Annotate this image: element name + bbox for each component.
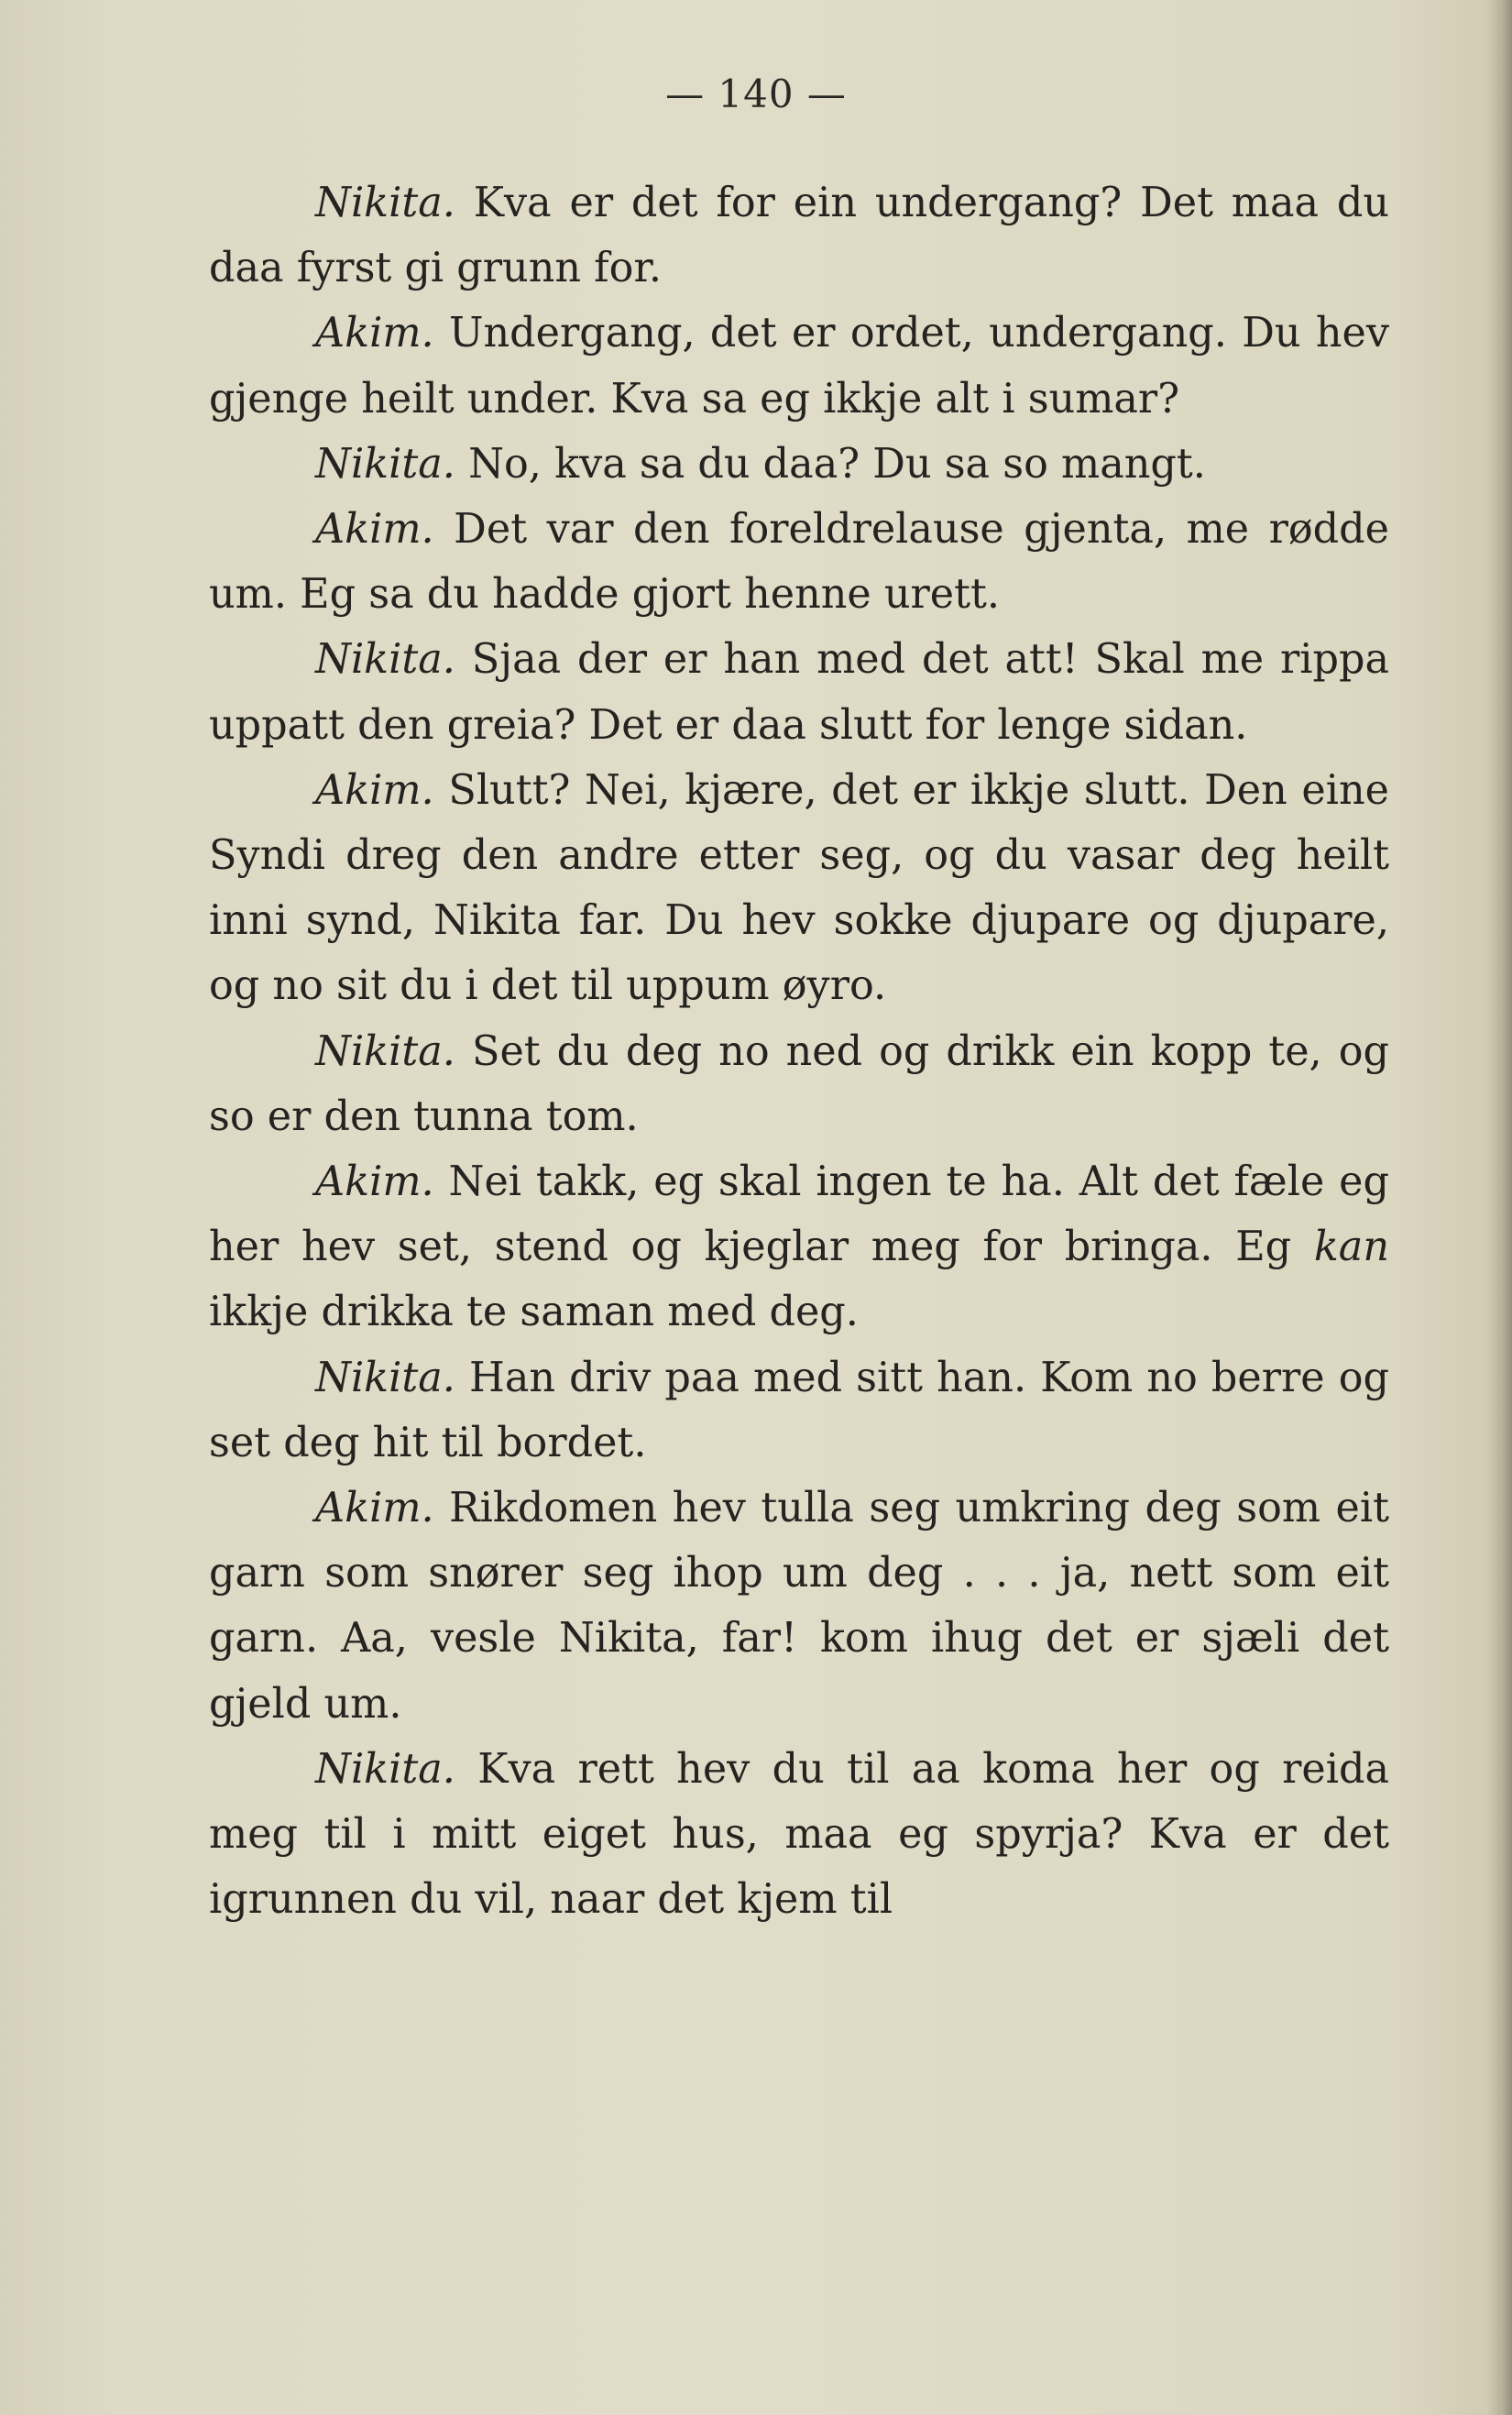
dialogue-text: ikkje drikka te saman med deg. [209,1289,859,1336]
dialogue-paragraph [209,1149,1389,1345]
page-edge-shadow [1486,0,1512,2415]
dialogue-text: Sjaa der er han med det att! Skal me rippa uppatt den greia? Det er daa slutt for lenge sidan. [209,636,1389,749]
dialogue-paragraph [209,1737,1389,1933]
speaker-name: Nikita. [315,1027,455,1075]
speaker-name: Akim. [315,1158,434,1206]
dialogue-text: Kva er det for ein undergang? Det maa du daa fyrst gi grunn for. [209,180,1389,292]
dialogue-paragraph [209,1019,1389,1149]
dialogue-paragraph [209,497,1389,627]
dialogue-paragraph [209,432,1389,497]
dialogue-text: Kva rett hev du til aa koma her og reida meg til i mitt eiget hus, maa eg spyrja? Kva er det igrunnen du vil, naar det kjem til [209,1745,1389,1924]
dialogue-text: Undergang, det er ordet, undergang. Du hev gjenge heilt under. Kva sa eg ikkje alt i sumar? [209,310,1389,423]
emphasized-word: kan [1313,1224,1389,1271]
dialogue-text: Nei takk, eg skal ingen te ha. Alt det fæle eg her hev set, stend og kjeglar meg for bringa. Eg [209,1158,1389,1271]
dialogue-text: Han driv paa med sitt han. Kom no berre og set deg hit til bordet. [209,1354,1389,1466]
dialogue-paragraph [209,1476,1389,1737]
speaker-name: Nikita. [315,1354,455,1401]
speaker-name: Akim. [315,766,434,814]
speaker-name: Nikita. [315,180,455,226]
dialogue-paragraph [209,627,1389,757]
dialogue-paragraph [209,758,1389,1019]
dialogue-text: No, kva sa du daa? Du sa so mangt. [455,440,1206,488]
page-number: — 140 — [665,71,847,116]
speaker-name: Nikita. [315,1745,455,1793]
dialogue-body [209,170,1389,1932]
dialogue-paragraph [209,170,1389,301]
dialogue-paragraph [209,301,1389,431]
speaker-name: Akim. [315,1485,434,1532]
dialogue-text: Slutt? Nei, kjære, det er ikkje slutt. Den eine Syndi dreg den andre etter seg, og du vasar deg heilt inni synd, Nikita far. Du hev sokke djupare og djupare, og no sit du i det til uppum øyro. [209,766,1389,1010]
speaker-name: Akim. [315,506,434,554]
dialogue-text: Set du deg no ned og drikk ein kopp te, og so er den tunna tom. [209,1027,1389,1140]
dialogue-text: Det var den foreldrelause gjenta, me rødde um. Eg sa du hadde gjort henne urett. [209,506,1389,619]
speaker-name: Nikita. [315,440,455,488]
speaker-name: Akim. [315,310,434,357]
dialogue-text: Rikdomen hev tulla seg umkring deg som eit garn som snører seg ihop um deg . . . ja, nett som eit garn. Aa, vesle Nikita, far! kom ihug det er sjæli det gjeld um. [209,1485,1389,1728]
dialogue-paragraph [209,1345,1389,1476]
speaker-name: Nikita. [315,636,455,684]
